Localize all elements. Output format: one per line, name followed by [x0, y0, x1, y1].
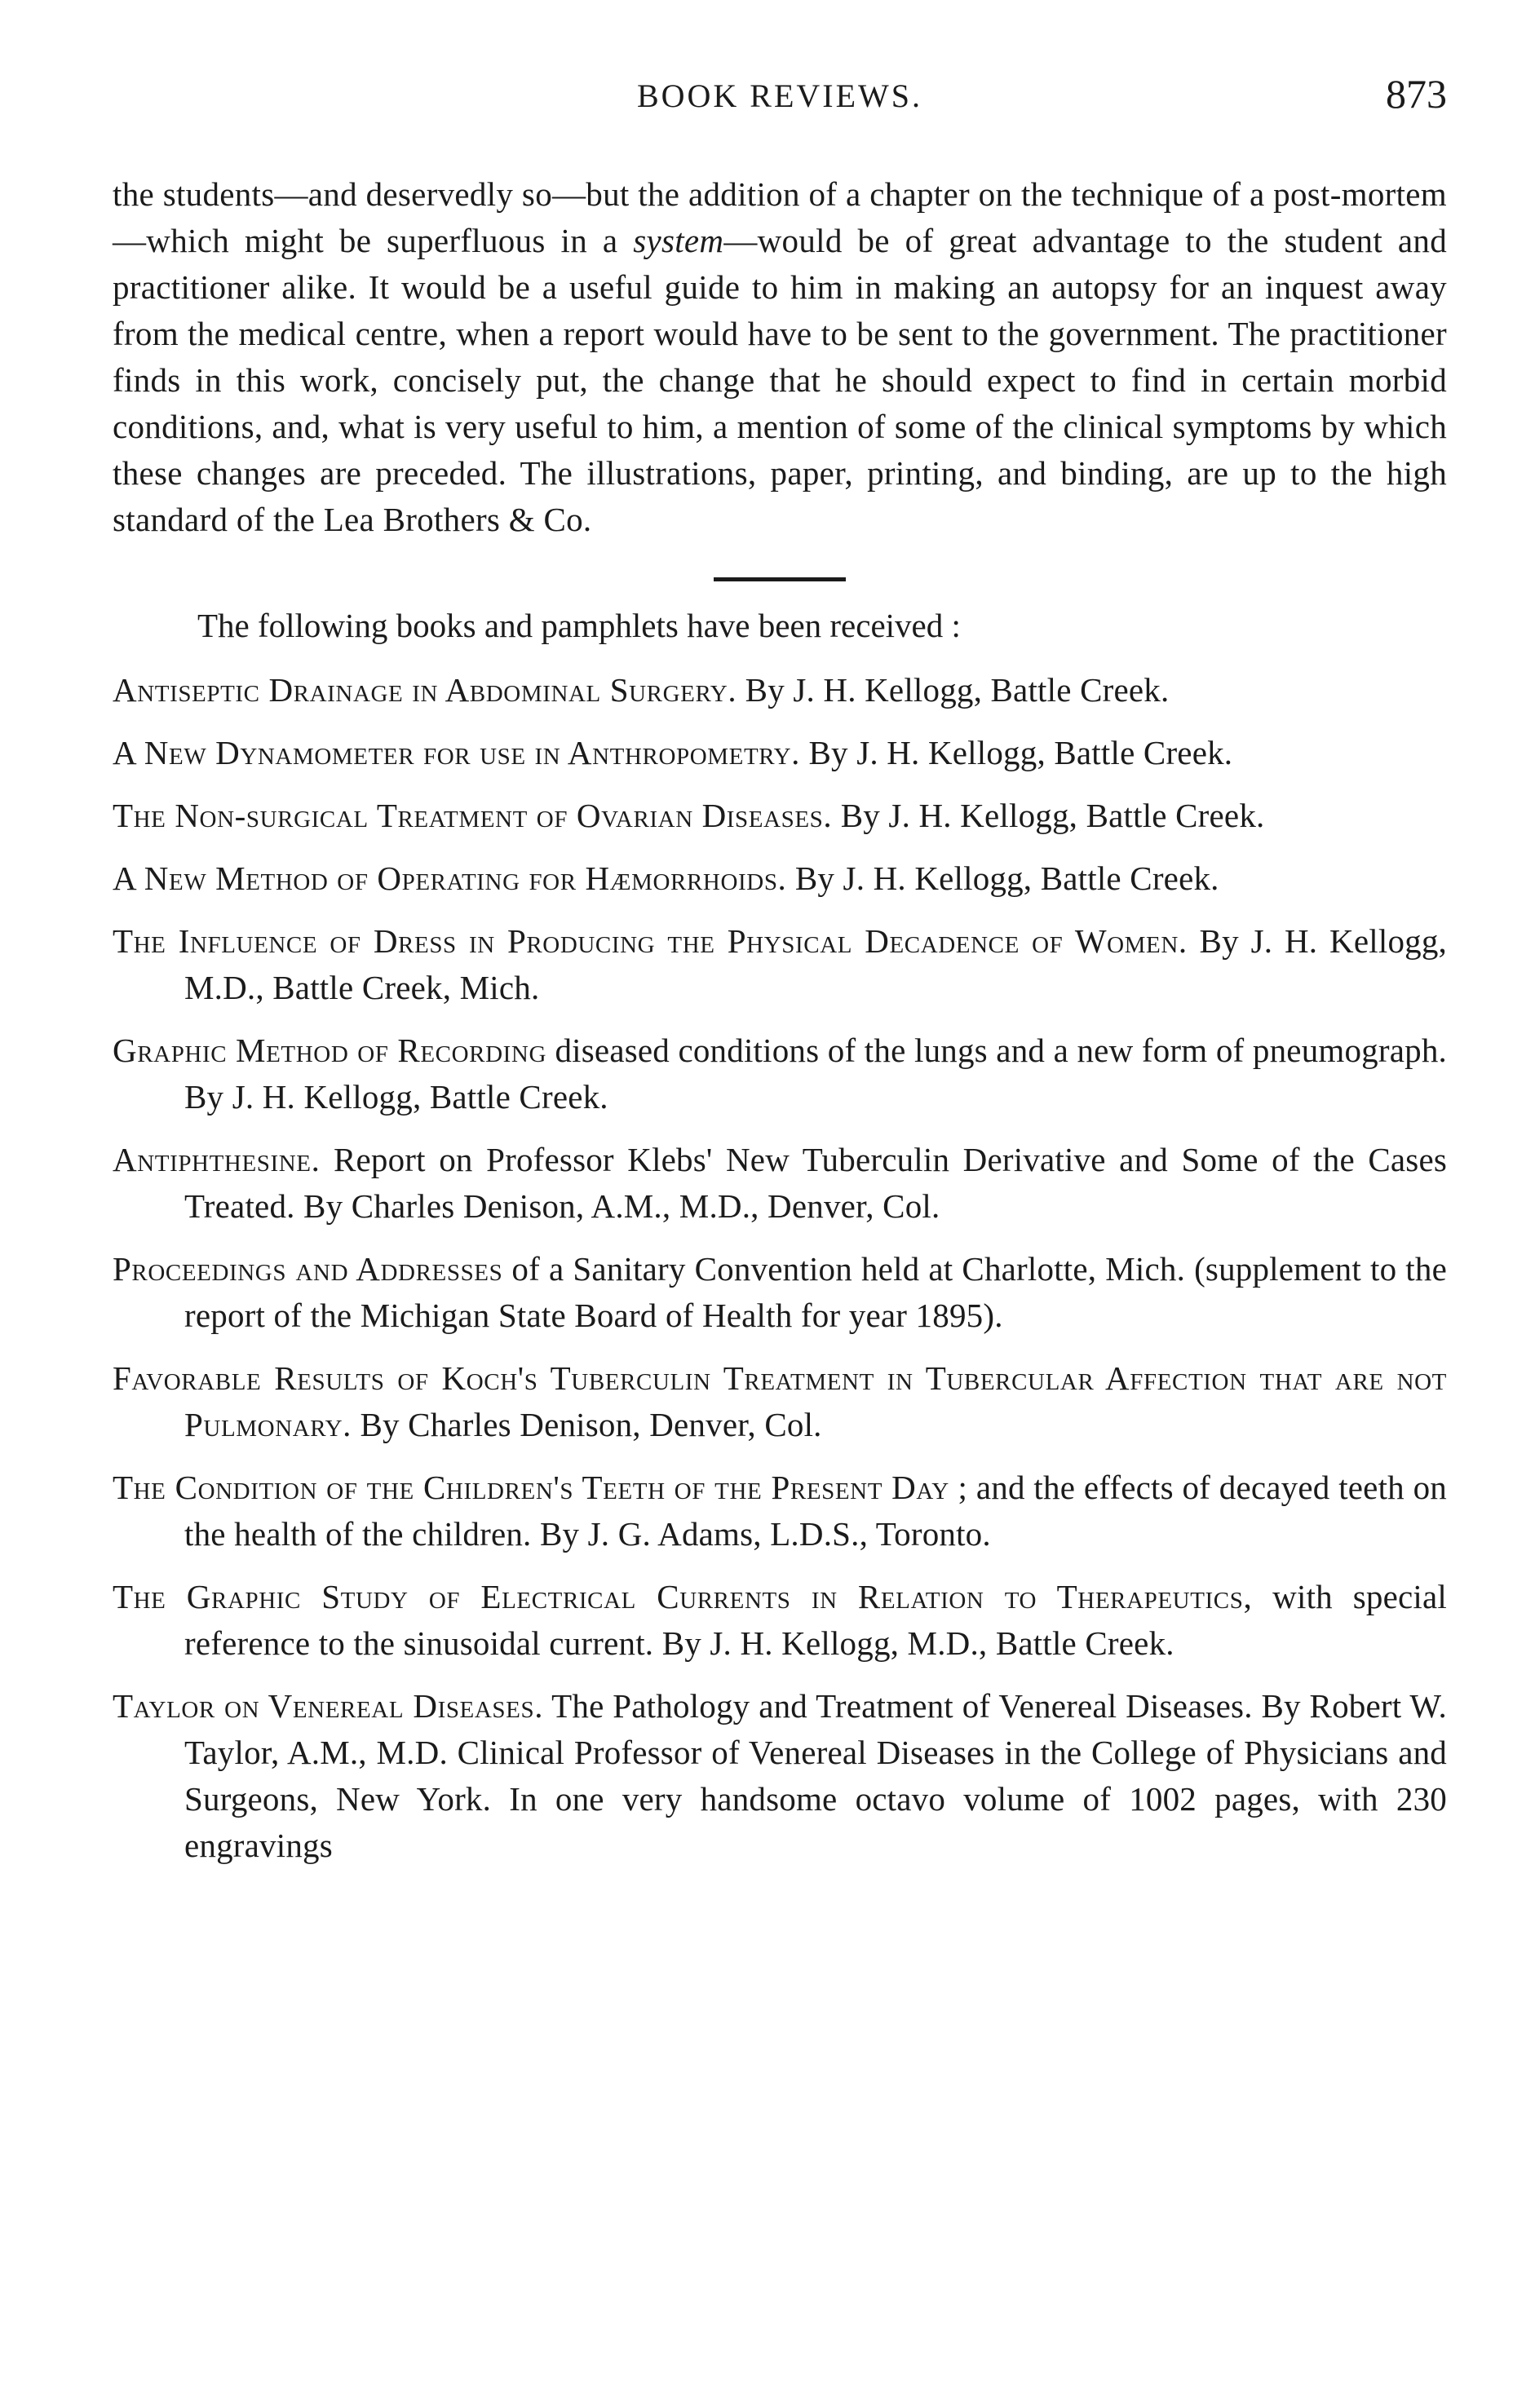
book-details: By Charles Denison, Denver, Col.: [352, 1406, 822, 1443]
section-divider: [714, 577, 846, 581]
book-title: A New Method of Operating for Hæmorrhoids.: [113, 859, 787, 897]
book-entry: [113, 1355, 1447, 1448]
book-title: Favorable Results of Koch's Tuberculin Treatment in Tubercular Affection that are not Pulmonary.: [113, 1359, 1447, 1443]
book-title: Antiphthesine.: [113, 1141, 321, 1178]
book-details: By J. H. Kellogg, Battle Creek.: [832, 797, 1265, 834]
book-entry: [113, 1137, 1447, 1230]
book-entry: [113, 1465, 1447, 1557]
book-entry: [113, 667, 1447, 714]
review-continuation-paragraph: [113, 171, 1447, 543]
book-title: The Non-surgical Treatment of Ovarian Diseases.: [113, 797, 833, 834]
book-details: ; and the effects of decayed teeth on the health of the children. By J. G. Adams, L.D.S., Toronto.: [184, 1469, 1448, 1553]
book-title: The Graphic Study of Electrical Currents in Relation to Therapeutics,: [113, 1578, 1253, 1615]
book-details: By J. H. Kellogg, Battle Creek.: [737, 671, 1170, 709]
running-header: [113, 64, 1447, 129]
book-details: of a Sanitary Convention held at Charlotte, Mich. (supplement to the report of the Michigan State Board of Health for year 1895).: [184, 1250, 1447, 1334]
book-title: The Condition of the Children's Teeth of the Present Day: [113, 1469, 949, 1506]
book-entry: [113, 855, 1447, 902]
book-details: By J. H. Kellogg, M.D., Battle Creek, Mich.: [184, 922, 1447, 1006]
book-title: Graphic Method of Recording: [113, 1032, 546, 1069]
book-details: Report on Professor Klebs' New Tuberculin Derivative and Some of the Cases Treated. By Charles Denison, A.M., M.D., Denver, Col.: [184, 1141, 1447, 1225]
book-details: By J. H. Kellogg, Battle Creek.: [786, 859, 1219, 897]
running-title: BOOK REVIEWS.: [636, 77, 923, 114]
book-details: The Pathology and Treatment of Venereal Diseases. By Robert W. Taylor, A.M., M.D. Clinical Professor of Venereal Diseases in the College of Physicians and Surgeons, New York. In one very handsome octavo volume of 1002 pages, with 230 engravings: [184, 1687, 1448, 1864]
book-details: diseased conditions of the lungs and a new form of pneumograph. By J. H. Kellogg, Battle Creek.: [184, 1032, 1447, 1116]
received-intro: The following books and pamphlets have been received :: [197, 607, 961, 644]
book-details: By J. H. Kellogg, Battle Creek.: [800, 734, 1233, 771]
book-entry: [113, 793, 1447, 839]
book-title: The Influence of Dress in Producing the Physical Decadence of Women.: [113, 922, 1188, 960]
book-entry: [113, 730, 1447, 776]
book-title: Antiseptic Drainage in Abdominal Surgery.: [113, 671, 737, 709]
received-books-list: [113, 667, 1447, 1869]
page-number: 873: [1386, 71, 1447, 117]
book-entry: [113, 1246, 1447, 1339]
paragraph-text-b: —would be of great advantage to the student and practitioner alike. It would be a useful guide to him in making an autopsy for an inquest away from the medical centre, when a report would have to be sent to the government. The practitioner finds in this work, concisely put, the change that he should expect to find in certain morbid conditions, and, what is very useful to him, a mention of some of the clinical symptoms by which these changes are preceded. The illustrations, paper, printing, and binding, are up to the high standard of the Lea Brothers & Co.: [113, 222, 1448, 538]
book-title: Proceedings and Addresses: [113, 1250, 503, 1288]
book-entry: [113, 1574, 1447, 1667]
paragraph-text-a: the students—and deservedly so—but the addition of a chapter on the technique of a post-mortem—which might be superfluous in a: [113, 175, 1447, 259]
book-title: A New Dynamometer for use in Anthropometry.: [113, 734, 801, 771]
book-entry: [113, 1027, 1447, 1120]
book-entry: [113, 1683, 1447, 1869]
paragraph-italic-word: system: [633, 222, 724, 259]
book-page: [113, 64, 1447, 1885]
book-entry: [113, 918, 1447, 1011]
book-details: with special reference to the sinusoidal current. By J. H. Kellogg, M.D., Battle Creek.: [184, 1578, 1447, 1662]
book-title: Taylor on Venereal Diseases.: [113, 1687, 544, 1725]
